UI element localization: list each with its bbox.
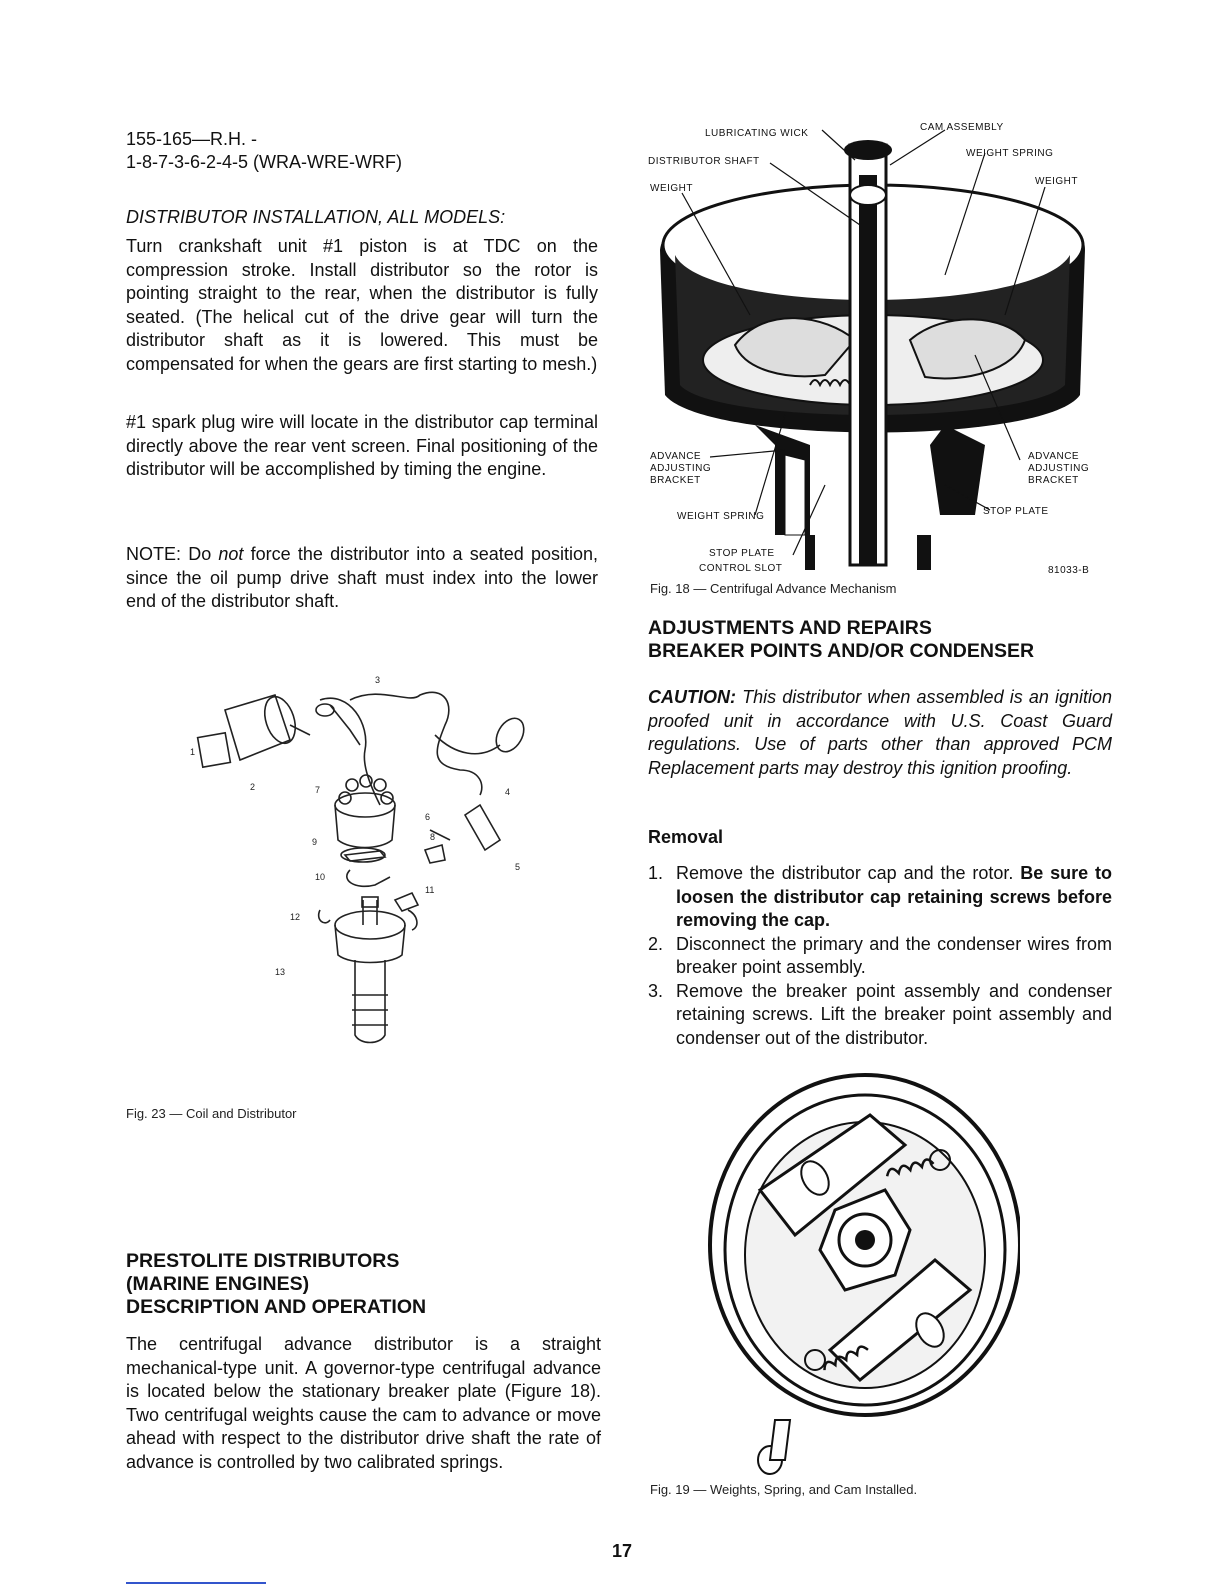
installation-title: DISTRIBUTOR INSTALLATION, ALL MODELS:	[126, 207, 506, 227]
fig23-caption: Fig. 23 — Coil and Distributor	[126, 1106, 297, 1121]
fig23-callout-2: 2	[250, 782, 256, 792]
caution-para	[648, 686, 1112, 780]
label-advance-right: ADVANCE ADJUSTING BRACKET	[1028, 451, 1090, 486]
note-emphasis: not	[218, 544, 244, 564]
fig23-callout-9: 9	[312, 837, 318, 847]
fig23-callout-11: 11	[425, 885, 435, 895]
caution-label: CAUTION:	[648, 687, 736, 707]
header-block	[126, 128, 606, 174]
prestolite-heading-1: PRESTOLITE DISTRIBUTORS	[126, 1250, 400, 1272]
fig23-callout-1: 1	[190, 747, 196, 757]
label-control-slot: CONTROL SLOT	[699, 563, 783, 574]
fig23-callout-3: 3	[375, 675, 381, 685]
list-item: 2. Disconnect the primary and the condenser wires from breaker point assembly.	[648, 933, 1112, 977]
label-cam-assembly: CAM ASSEMBLY	[920, 122, 1004, 133]
prestolite-heading	[126, 1250, 606, 1319]
list-item: 3. Remove the breaker point assembly and condenser retaining screws. Lift the breaker point assembly and condenser out of the distributor.	[648, 980, 1112, 1048]
label-advance-left: ADVANCE ADJUSTING BRACKET	[650, 451, 712, 486]
fig23-callout-4: 4	[505, 787, 511, 797]
fig23-illustration	[180, 665, 550, 1065]
fig19-illustration	[700, 1060, 1020, 1485]
adjustments-heading-1: ADJUSTMENTS AND REPAIRS	[648, 617, 932, 639]
list-item: 1. Remove the distributor cap and the rotor. Be sure to loosen the distributor cap retaining screws before removing the cap.	[648, 863, 1112, 930]
installation-para-1: Turn crankshaft unit #1 piston is at TDC on the compression stroke. Install distributor so the rotor is pointing straight to the rear, when the distributor is fully seated. (The helical cut of the drive gear will turn the distributor shaft as it is lowered. This must be compensated for when the gears are first starting to mesh.)	[126, 236, 598, 374]
removal-steps	[648, 862, 1112, 1050]
adjustments-heading	[648, 617, 1118, 663]
weights-spring-cam-drawing	[700, 1060, 1020, 1485]
fig18-code: 81033-B	[1048, 565, 1090, 576]
label-lubricating-wick: LUBRICATING WICK	[705, 128, 809, 139]
fig23-callout-12: 12	[290, 912, 301, 922]
fig23-callout-10: 10	[315, 872, 326, 882]
fig23-callout-13: 13	[275, 967, 286, 977]
coil-distributor-drawing	[180, 665, 550, 1065]
fig19-caption: Fig. 19 — Weights, Spring, and Cam Installed.	[650, 1482, 918, 1497]
installation-note: NOTE: Do not force the distributor into a seated position, since the oil pump drive shaft must index into the lower end of the distributor shaft.	[126, 544, 598, 611]
label-weight-left: WEIGHT	[650, 183, 693, 194]
installation-para-2: #1 spark plug wire will locate in the distributor cap terminal directly above the rear vent screen. Final positioning of the distributor will be accomplished by timing the engine.	[126, 412, 598, 479]
caution-text: This distributor when assembled is an ignition proofed unit in accordance with U.S. Coast Guard regulations. Use of parts other than approved PCM Replacement parts may destroy this ignition proofing.	[648, 687, 1112, 778]
label-stop-plate-left: STOP PLATE	[709, 548, 775, 559]
firing-order-line: 1-8-7-3-6-2-4-5 (WRA-WRE-WRF)	[126, 152, 402, 172]
label-weight-spring-bottom: WEIGHT SPRING	[677, 511, 765, 522]
prestolite-heading-2: (MARINE ENGINES)	[126, 1273, 310, 1295]
fig23-callout-7: 7	[315, 785, 321, 795]
prestolite-para: The centrifugal advance distributor is a straight mechanical-type unit. A governor-type centrifugal advance is located below the stationary breaker plate (Figure 18). Two centrifugal weights cause the cam to advance or move ahead with respect to the distributor drive shaft the rate of advance is controlled by two calibrated springs.	[126, 1334, 601, 1472]
fig23-callout-5: 5	[515, 862, 521, 872]
label-weight-spring-top: WEIGHT SPRING	[966, 148, 1054, 159]
fig23-callout-8: 8	[430, 832, 436, 842]
prestolite-heading-3: DESCRIPTION AND OPERATION	[126, 1296, 427, 1318]
label-stop-plate-right: STOP PLATE	[983, 506, 1049, 517]
model-line: 155-165—R.H. -	[126, 129, 258, 149]
adjustments-heading-2: BREAKER POINTS AND/OR CONDENSER	[648, 640, 1035, 662]
label-distributor-shaft: DISTRIBUTOR SHAFT	[648, 156, 760, 167]
fig23-callout-6: 6	[425, 812, 431, 822]
removal-heading: Removal	[648, 827, 724, 847]
fig18-caption: Fig. 18 — Centrifugal Advance Mechanism	[650, 581, 897, 596]
label-weight-right: WEIGHT	[1035, 176, 1078, 187]
page-number: 17	[612, 1541, 633, 1561]
